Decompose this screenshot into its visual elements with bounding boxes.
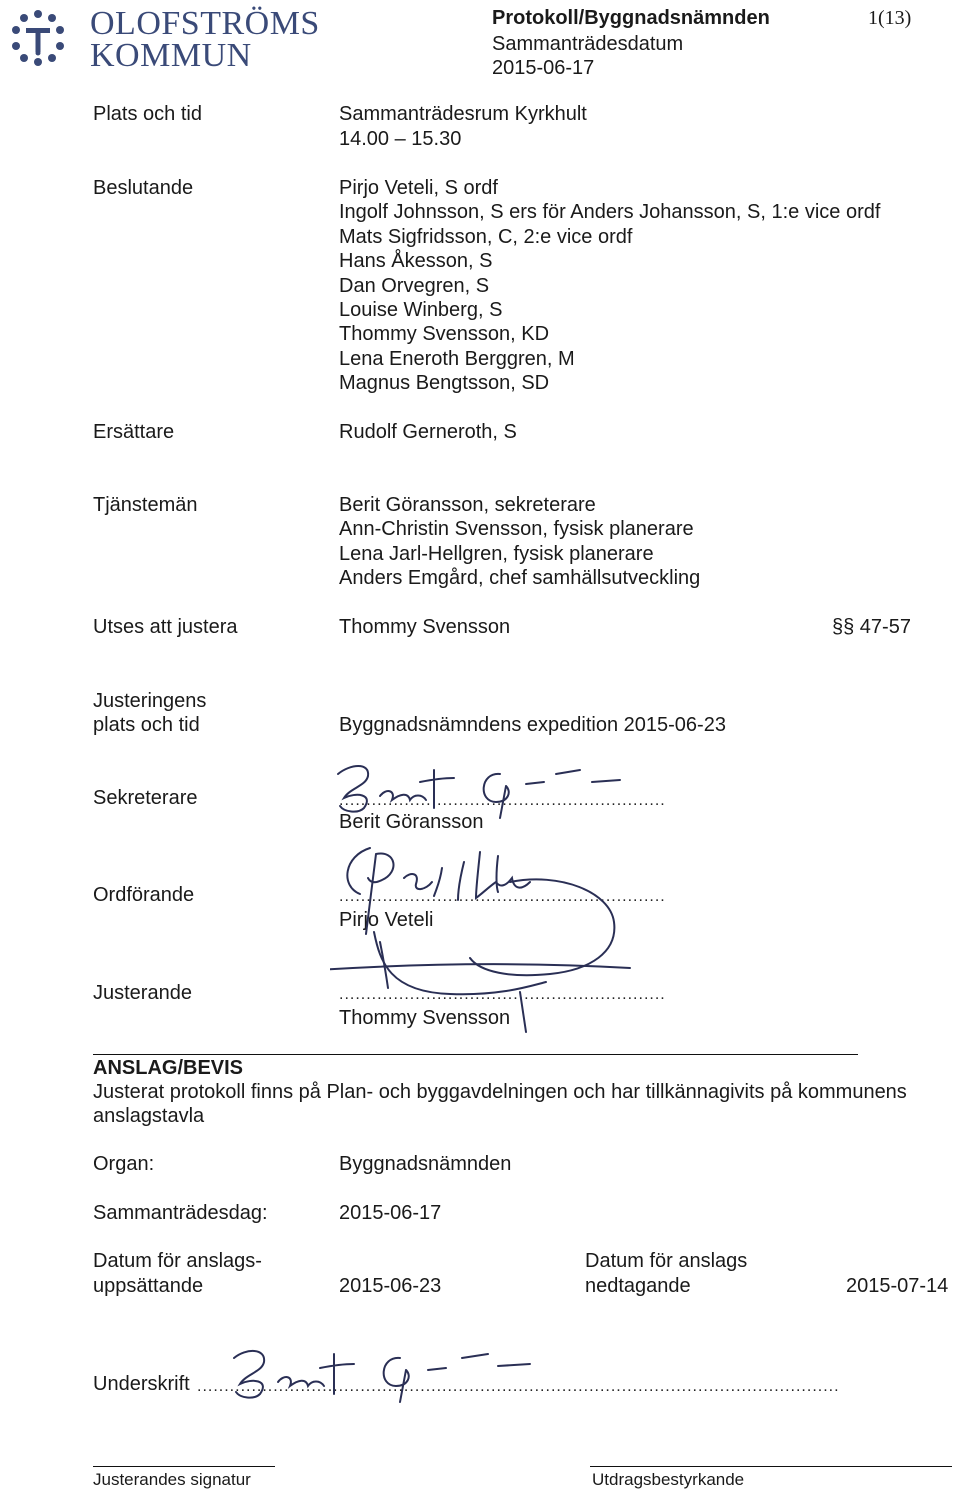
- page-number: 1(13): [868, 7, 912, 29]
- footer-adjuster-signature-label: Justerandes signatur: [93, 1470, 251, 1489]
- adjustment-label-line-1: Justeringens: [93, 690, 207, 712]
- deciding-member: Pirjo Veteli, S ordf: [339, 177, 498, 199]
- officials-list: [339, 493, 700, 591]
- removal-date-label-line-1: Datum för anslags: [585, 1250, 748, 1272]
- logo-line-2: KOMMUN: [90, 37, 252, 74]
- meeting-day-value: 2015-06-17: [339, 1202, 442, 1224]
- notice-text-line-2: anslagstavla: [93, 1105, 205, 1127]
- adjustment-label-line-2: plats och tid: [93, 714, 200, 736]
- adjuster-name: Thommy Svensson: [339, 616, 511, 638]
- removal-date-value: 2015-07-14: [846, 1275, 949, 1297]
- deciding-member: Dan Orvegren, S: [339, 274, 490, 297]
- notice-text-line-1: Justerat protokoll finns på Plan- och byggavdelningen och har tillkännagivits på kommunens: [93, 1081, 907, 1103]
- official: Anders Emgård, chef samhällsutveckling: [339, 567, 701, 590]
- secretary-name: Berit Göransson: [339, 811, 484, 833]
- adjuster-signature-name: Thommy Svensson: [339, 1007, 511, 1029]
- deciding-member: Louise Winberg, S: [339, 299, 503, 322]
- deciding-members-list: [339, 176, 880, 396]
- place-label: Plats och tid: [93, 103, 202, 125]
- posting-date-label-line-1: Datum för anslags-: [93, 1250, 262, 1272]
- official: Ann-Christin Svensson, fysisk planerare: [339, 518, 694, 541]
- deciding-member: Hans Åkesson, S: [339, 250, 493, 273]
- meeting-day-label: Sammanträdesdag:: [93, 1202, 268, 1224]
- signature-dotted-line: ......................................................................................................................: [197, 1378, 840, 1395]
- secretary-signature-line: ............................................................: [339, 792, 666, 809]
- posting-date-label-line-2: uppsättande: [93, 1275, 204, 1297]
- official: Lena Jarl-Hellgren, fysisk planerare: [339, 542, 654, 565]
- place-time: 14.00 – 15.30: [339, 128, 462, 150]
- adjuster-signature-line: ............................................................: [339, 986, 666, 1003]
- deciding-member: Ingolf Johnsson, S ers för Anders Johansson, S, 1:e vice ordf: [339, 201, 881, 224]
- deciding-member: Magnus Bengtsson, SD: [339, 372, 550, 395]
- logo-line-1: OLOFSTRÖMS: [90, 5, 320, 42]
- notice-title: ANSLAG/BEVIS: [93, 1057, 244, 1079]
- notice-handwritten-signature: [226, 1340, 546, 1406]
- deciding-member: Mats Sigfridsson, C, 2:e vice ordf: [339, 225, 633, 248]
- deciding-member: Lena Eneroth Berggren, M: [339, 347, 575, 370]
- adjustment-value: Byggnadsnämndens expedition 2015-06-23: [339, 714, 726, 736]
- officials-label: Tjänstemän: [93, 494, 198, 516]
- section-divider: [93, 1054, 858, 1055]
- logo-emblem-icon: [8, 6, 82, 68]
- adjuster-label: Utses att justera: [93, 616, 238, 638]
- substitute-member: Rudolf Gerneroth, S: [339, 421, 517, 443]
- deciding-member: Thommy Svensson, KD: [339, 323, 550, 346]
- meeting-date-value: 2015-06-17: [492, 57, 595, 79]
- substitutes-label: Ersättare: [93, 421, 175, 443]
- adjuster-role: Justerande: [93, 982, 192, 1004]
- protocol-title: Protokoll/Byggnadsnämnden: [492, 7, 770, 29]
- secretary-role: Sekreterare: [93, 787, 198, 809]
- organ-value: Byggnadsnämnden: [339, 1153, 512, 1175]
- municipality-logo: [8, 2, 408, 72]
- deciding-label: Beslutande: [93, 177, 194, 199]
- footer-line-right: [590, 1466, 952, 1467]
- chair-signature-line: ............................................................: [339, 888, 666, 905]
- removal-date-label-line-2: nedtagande: [585, 1275, 691, 1297]
- posting-date-value: 2015-06-23: [339, 1275, 442, 1297]
- official: Berit Göransson, sekreterare: [339, 494, 596, 516]
- footer-extract-certification-label: Utdragsbestyrkande: [592, 1470, 745, 1489]
- place-room: Sammanträdesrum Kyrkhult: [339, 103, 587, 125]
- adjuster-paragraphs: §§ 47-57: [832, 616, 911, 638]
- footer-line-left: [93, 1466, 275, 1467]
- chair-role: Ordförande: [93, 884, 195, 906]
- meeting-date-label: Sammanträdesdatum: [492, 33, 684, 55]
- organ-label: Organ:: [93, 1153, 155, 1175]
- chair-name: Pirjo Veteli: [339, 909, 434, 931]
- signature-label: Underskrift: [93, 1373, 190, 1395]
